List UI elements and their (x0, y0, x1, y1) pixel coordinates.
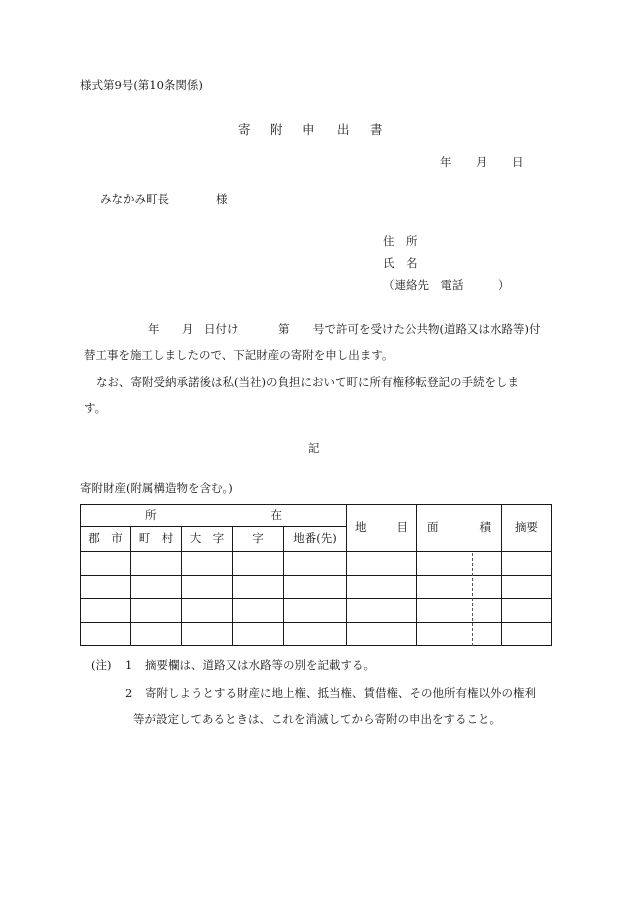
title-char: 出 (337, 122, 350, 137)
note-1-number: 1 (125, 658, 133, 672)
area-decimal-divider (472, 553, 473, 646)
chiban-header: 地番(先) (284, 527, 347, 552)
menseki-header (417, 505, 502, 552)
property-caption: 寄附財産(附属構造物を含む。) (80, 481, 233, 495)
body-line-2: 替工事を施工しましたので、下記財産の寄附を申し出ます。 (84, 348, 394, 362)
form-label: 様式第9号(第10条関係) (80, 78, 203, 92)
location-header-b: 在 (270, 507, 283, 522)
date-year: 年 (440, 155, 452, 169)
aza-header: 字 (233, 527, 284, 552)
note-2-number: 2 (125, 686, 133, 700)
body-year: 年 (148, 322, 160, 336)
table-row (81, 599, 552, 623)
body-no: 第 (278, 322, 290, 336)
applicant-contact: （連絡先 電話 ） (383, 278, 510, 292)
ki-heading: 記 (308, 441, 320, 455)
note-label: (注) (91, 658, 112, 672)
chimoku-header-b: 目 (396, 520, 409, 535)
note-2-text-b: 等が設定してあるときは、これを消滅してから寄附の申出をすること。 (133, 712, 501, 726)
tekiyo-header: 摘要 (502, 505, 552, 552)
title-char: 寄 (238, 122, 251, 137)
body-line-4: す。 (84, 401, 107, 415)
addressee-honorific: 様 (216, 192, 228, 206)
body-line-3: なお、寄附受納承諾後は私(当社)の負担において町に所有権移転登記の手続をしま (96, 375, 519, 389)
chimoku-header-a: 地 (355, 520, 367, 535)
body-month: 月 (182, 322, 194, 336)
note-1-text: 摘要欄は、道路又は水路等の別を記載する。 (145, 658, 375, 672)
oaza-header: 大 字 (182, 527, 233, 552)
body-dated: 日付け (204, 322, 239, 336)
date-month: 月 (476, 155, 488, 169)
location-header (81, 505, 347, 527)
table-row (81, 622, 552, 646)
title-char: 書 (370, 122, 383, 137)
date-day: 日 (512, 155, 524, 169)
title-char: 附 (270, 122, 283, 137)
property-table (80, 504, 552, 646)
chimoku-header (347, 505, 417, 552)
gun-shi-header: 郡 市 (81, 527, 131, 552)
menseki-header-b: 積 (479, 520, 492, 535)
location-header-a: 所 (145, 507, 157, 522)
title-char: 申 (302, 122, 315, 137)
table-row (81, 575, 552, 599)
addressee-name: みなかみ町長 (100, 192, 169, 206)
applicant-name-label: 氏 名 (383, 256, 418, 270)
cho-son-header: 町 村 (131, 527, 182, 552)
body-rest: 号で許可を受けた公共物(道路又は水路等)付 (313, 322, 541, 336)
applicant-address-label: 住 所 (383, 234, 418, 248)
table-row (81, 552, 552, 576)
note-2-text-a: 寄附しようとする財産に地上権、抵当権、賃借権、その他所有権以外の権利 (145, 686, 536, 700)
menseki-header-a: 面 (427, 520, 439, 535)
